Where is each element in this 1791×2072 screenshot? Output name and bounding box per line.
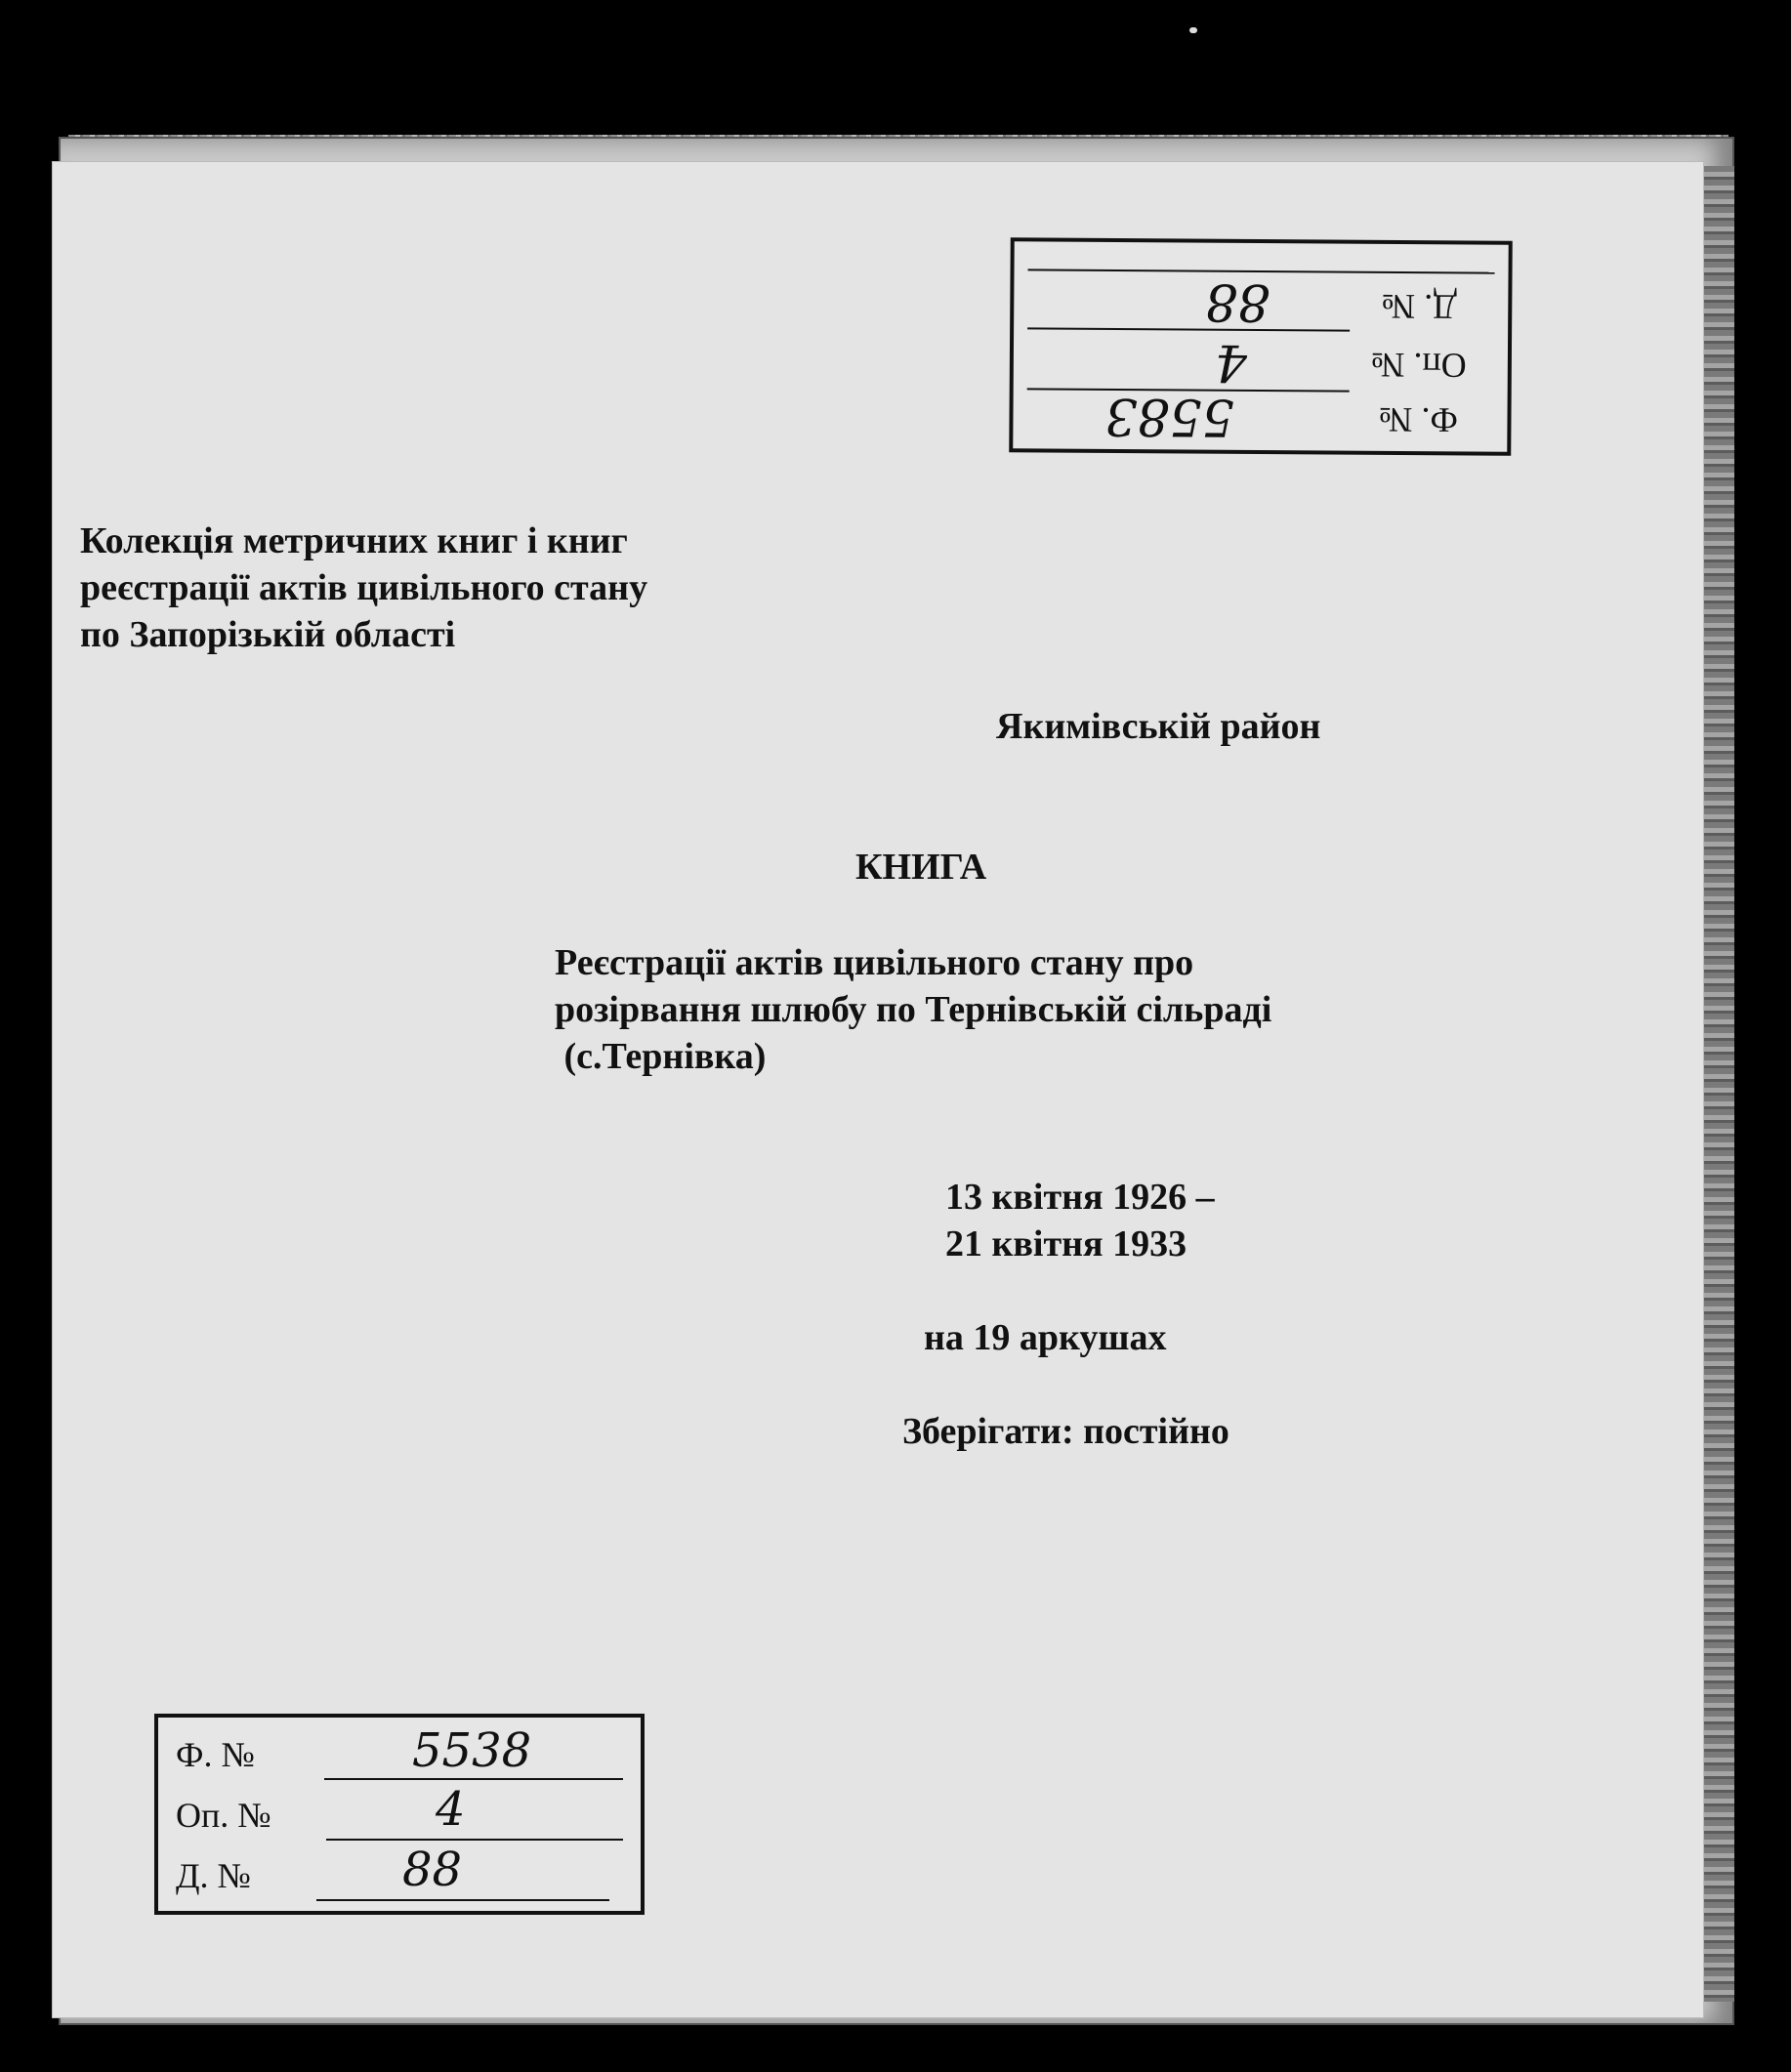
stamp-label-sprava: Д. № (1381, 286, 1457, 327)
stamp-rule (326, 1839, 623, 1841)
retention-period: Зберігати: постійно (902, 1411, 1229, 1452)
date-range-end: 21 квітня 1933 (945, 1223, 1187, 1264)
date-range-start: 13 квітня 1926 – (945, 1177, 1215, 1218)
stamp-row-sprava (1346, 279, 1492, 335)
stamp-value-fond: 5538 (412, 1723, 532, 1778)
dust-speck (1189, 27, 1197, 33)
stamp-label-fond: Ф. № (176, 1735, 255, 1774)
archive-stamp (154, 1714, 645, 1915)
stamp-row-fond (1345, 393, 1491, 448)
collection-title-line-3: по Запорізькій області (80, 614, 456, 655)
stamp-rule (316, 1899, 609, 1901)
sheet-count: на 19 аркушах (924, 1317, 1167, 1358)
collection-title-line-1: Колекція метричних книг і книг (80, 520, 628, 561)
stamp-label-fond: Ф. № (1378, 399, 1459, 440)
stamp-value-opys: 4 (436, 1782, 466, 1837)
stamp-value-sprava: 88 (1205, 271, 1270, 332)
archive-stamp-upside-down (1009, 237, 1513, 456)
book-title: КНИГА (855, 847, 987, 888)
stamp-label-opys: Оп. № (176, 1796, 271, 1835)
stamp-value-sprava: 88 (402, 1843, 463, 1897)
description-line-3: (с.Тернівка) (555, 1036, 767, 1077)
stamp-label-opys: Оп. № (1370, 345, 1467, 386)
district-name: Якимівській район (996, 706, 1321, 747)
stamp-rule (1027, 327, 1350, 331)
collection-title-line-2: реєстрації актів цивільного стану (80, 567, 648, 608)
stamp-row-opys (176, 1788, 293, 1843)
stamp-rule (324, 1778, 623, 1780)
stamp-value-fond: 5583 (1104, 386, 1235, 446)
stamp-label-sprava: Д. № (176, 1856, 251, 1895)
description-line-2: розірвання шлюбу по Тернівській сільраді (555, 989, 1272, 1030)
stamp-row-sprava (176, 1848, 293, 1903)
description-line-1: Реєстрації актів цивільного стану про (555, 942, 1194, 983)
stamp-value-opys: 4 (1214, 332, 1248, 392)
stamp-row-fond (176, 1727, 293, 1782)
stamp-row-opys (1346, 338, 1492, 394)
